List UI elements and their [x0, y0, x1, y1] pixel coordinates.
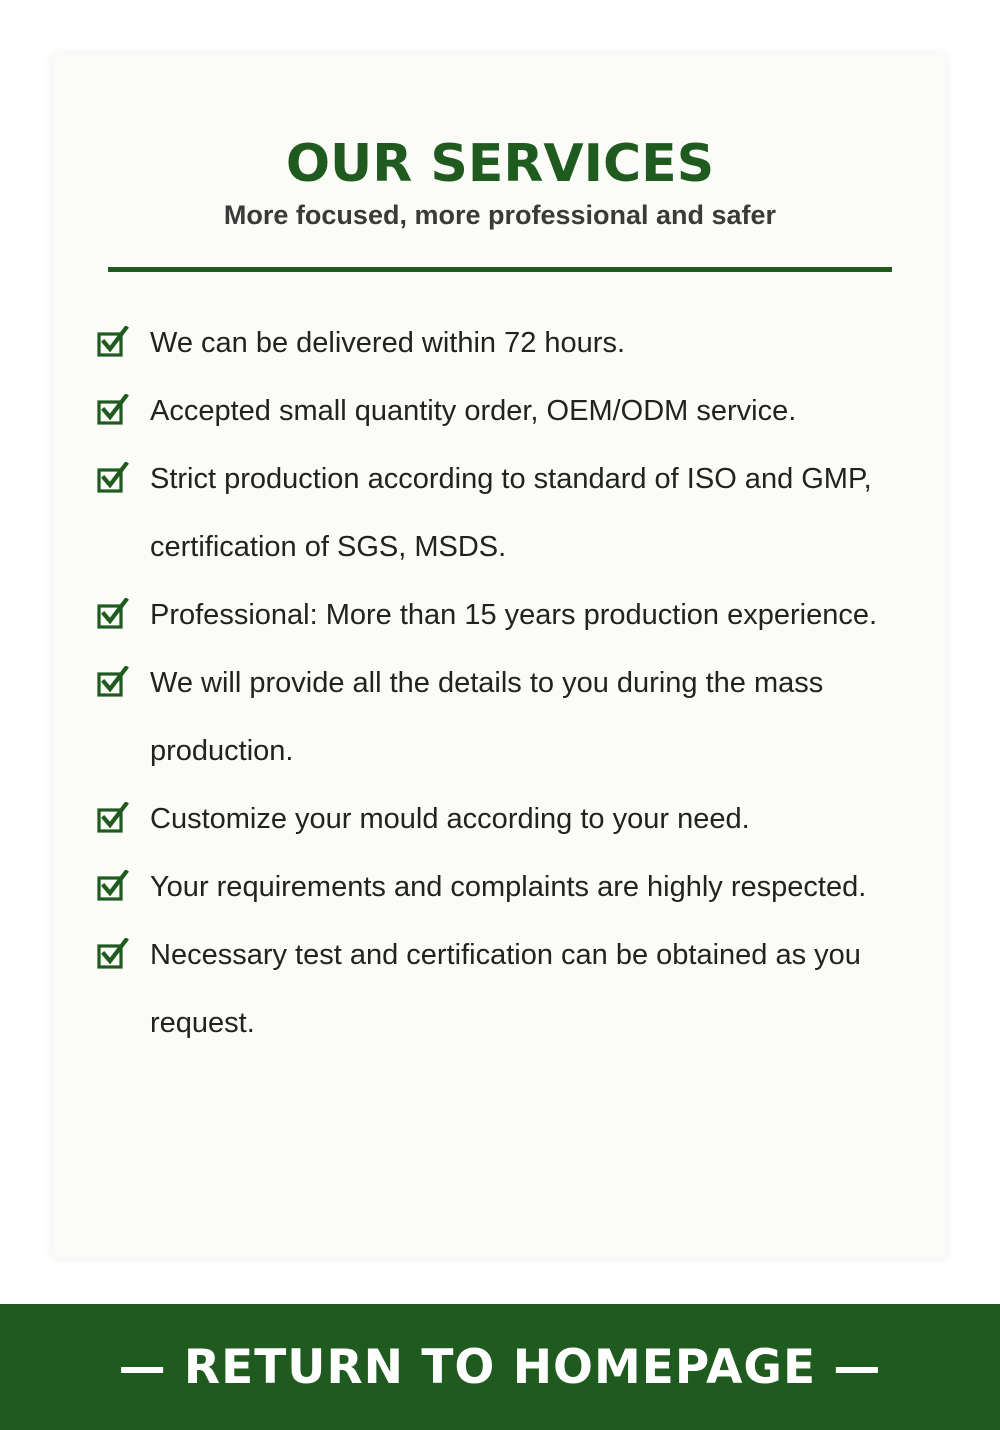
list-item-text: Customize your mould according to your need. — [150, 803, 750, 835]
list-item-text: We will provide all the details to you during the mass production. — [150, 667, 824, 767]
list-item-text: Your requirements and complaints are highly respected. — [150, 871, 867, 903]
list-item — [96, 309, 906, 377]
list-item — [96, 785, 906, 853]
list-item — [96, 921, 906, 1057]
checkbox-checked-icon — [96, 326, 130, 358]
return-to-homepage-button[interactable] — [0, 1304, 1000, 1430]
checkbox-checked-icon — [96, 938, 130, 970]
checkbox-checked-icon — [96, 598, 130, 630]
list-item-text: Strict production according to standard of ISO and GMP, certification of SGS, MSDS. — [150, 463, 872, 563]
list-item-text: We can be delivered within 72 hours. — [150, 327, 626, 359]
title-divider — [108, 267, 892, 272]
checkbox-checked-icon — [96, 870, 130, 902]
list-item-text: Professional: More than 15 years production experience. — [150, 599, 878, 631]
list-item — [96, 445, 906, 581]
checkbox-checked-icon — [96, 462, 130, 494]
page-subtitle: More focused, more professional and safer — [223, 200, 777, 230]
checkbox-checked-icon — [96, 802, 130, 834]
list-item-text: Accepted small quantity order, OEM/ODM service. — [150, 395, 797, 427]
checkbox-checked-icon — [96, 394, 130, 426]
list-item — [96, 649, 906, 785]
checkbox-checked-icon — [96, 666, 130, 698]
return-to-homepage-label: — RETURN TO HOMEPAGE — — [118, 1339, 882, 1395]
list-item-text: Necessary test and certification can be obtained as you request. — [150, 939, 861, 1039]
list-item — [96, 853, 906, 921]
list-item — [96, 377, 906, 445]
list-item — [96, 581, 906, 649]
services-list — [96, 309, 906, 1057]
page-title: OUR SERVICES — [285, 134, 715, 194]
